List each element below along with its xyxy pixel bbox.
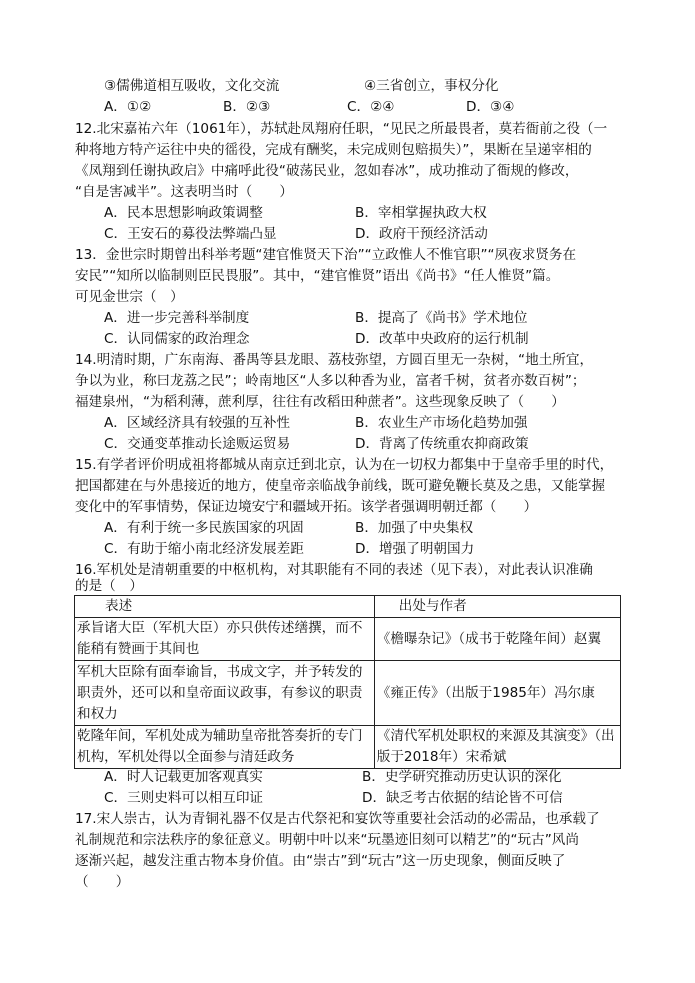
q15-option-d: D．增强了明朝国力 bbox=[355, 541, 475, 557]
q17-stem-line: 礼制规范和宗法秩序的象征意义。明朝中叶以来“玩墨迹旧刻可以精艺”的“玩古”风尚 bbox=[75, 832, 579, 848]
q16-option-b: B．史学研究推动历史认识的深化 bbox=[362, 769, 562, 785]
q15-stem-line: 变化中的军事情势，保证边境安宁和疆域开拓。该学者强调明朝迁都（ ） bbox=[75, 499, 538, 515]
q12-stem-line: 12.北宋嘉祐六年（1061年），苏轼赴凤翔府任职，“见民之所最畏者，莫若衙前之役（一 bbox=[75, 121, 608, 137]
table-header-cell: 出处与作者 bbox=[374, 596, 620, 618]
q12-stem-line: 种将地方特产运往中央的徭役，完成有酬奖，未完成则包赔损失）”，果断在呈递宰相的 bbox=[75, 142, 592, 158]
q16-option-c: C．三则史料可以相互印证 bbox=[104, 790, 264, 806]
table-row bbox=[75, 726, 621, 769]
q12-option-b: B．宰相掌握执政大权 bbox=[355, 205, 487, 221]
q16-option-d: D．缺乏考古依据的结论皆不可信 bbox=[362, 790, 563, 806]
q16-option-a: A．时人记载更加客观真实 bbox=[104, 769, 263, 785]
q15-option-b: B．加强了中央集权 bbox=[355, 520, 474, 536]
q16-stem-line: 的是（ ） bbox=[75, 578, 143, 594]
q13-option-b: B．提高了《尚书》学术地位 bbox=[355, 310, 528, 326]
q16-stem-line: 16.军机处是清朝重要的中枢机构，对其职能有不同的表述（见下表），对此表认识准确 bbox=[75, 562, 593, 578]
q13-stem-line: 安民”“知所以临制则臣民畏服”。其中，“建官惟贤”语出《尚书》“任人惟贤”篇。 bbox=[75, 268, 560, 284]
q12-stem-line: “自是害减半”。这表明当时（ ） bbox=[75, 184, 293, 200]
q12-option-c: C．王安石的募役法弊端凸显 bbox=[104, 226, 277, 242]
table-cell-text: 军机大臣除有面奉谕旨，书成文字，并予转发的职责外，还可以和皇帝面议政事，有参议的职责和权力 bbox=[75, 661, 375, 726]
table-cell-source: 《清代军机处职权的来源及其演变》（出版于2018年）宋希斌 bbox=[374, 726, 620, 769]
source-table bbox=[74, 595, 621, 769]
q15-option-a: A．有利于统一多民族国家的巩固 bbox=[104, 520, 304, 536]
prev-option-d: D．③④ bbox=[466, 99, 515, 115]
q14-option-d: D．背离了传统重农抑商政策 bbox=[355, 436, 529, 452]
q13-option-a: A．进一步完善科举制度 bbox=[104, 310, 250, 326]
q13-option-d: D．改革中央政府的运行机制 bbox=[355, 331, 529, 347]
q15-option-c: C．有助于缩小南北经济发展差距 bbox=[104, 541, 304, 557]
q13-stem-line: 可见金世宗（ ） bbox=[75, 289, 184, 305]
q12-option-d: D．政府干预经济活动 bbox=[355, 226, 488, 242]
table-row bbox=[75, 661, 621, 726]
table-header-row bbox=[75, 596, 621, 618]
prev-item-4: ④三省创立，事权分化 bbox=[364, 78, 499, 94]
q13-option-c: C．认同儒家的政治理念 bbox=[104, 331, 250, 347]
q12-option-a: A．民本思想影响政策调整 bbox=[104, 205, 263, 221]
q14-stem-line: 争以为业，称曰龙荔之民”；岭南地区“人多以种香为业，富者千树，贫者亦数百树”； bbox=[75, 373, 586, 389]
prev-option-c: C．②④ bbox=[347, 99, 395, 115]
q13-stem-line: 13．金世宗时期曾出科举考题“建官惟贤天下治”“立政惟人不惟官职”“夙夜求贤务在 bbox=[75, 247, 577, 263]
prev-option-b: B．②③ bbox=[223, 99, 271, 115]
q14-stem-line: 14.明清时期，广东南海、番禺等县龙眼、荔枝弥望，方圆百里无一杂树，“地土所宜， bbox=[75, 352, 594, 368]
table-row bbox=[75, 618, 621, 661]
q17-stem-line: 17.宋人崇古，认为青铜礼器不仅是古代祭祀和宴饮等重要社会活动的必需品，也承载了 bbox=[75, 811, 600, 827]
prev-item-3: ③儒佛道相互吸收，文化交流 bbox=[104, 78, 280, 94]
q14-option-b: B．农业生产市场化趋势加强 bbox=[355, 415, 528, 431]
q17-stem-line: （ ） bbox=[75, 874, 130, 890]
table-cell-source: 《雍正传》（出版于1985年）冯尔康 bbox=[374, 661, 620, 726]
q17-stem-line: 逐渐兴起，越发注重古物本身价值。由“崇古”到“玩古”这一历史现象，侧面反映了 bbox=[75, 853, 566, 869]
prev-option-a: A．①② bbox=[104, 99, 152, 115]
q12-stem-line: 《凤翔到任谢执政启》中痛呼此役“破荡民业，忽如春冰”，成功推动了衙规的修改， bbox=[75, 163, 579, 179]
q15-stem-line: 把国都建在与外患接近的地方，使皇帝亲临战争前线，既可避免鞭长莫及之患，又能掌握 bbox=[75, 478, 606, 494]
table-header-cell: 表述 bbox=[75, 596, 375, 618]
table-cell-text: 乾隆年间，军机处成为辅助皇帝批答奏折的专门机构，军机处得以全面参与清廷政务 bbox=[75, 726, 375, 769]
q15-stem-line: 15.有学者评价明成祖将都城从南京迁到北京，认为在一切权力都集中于皇帝手里的时代， bbox=[75, 457, 614, 473]
table-cell-text: 承旨诸大臣（军机大臣）亦只供传述缮撰，而不能稍有赞画于其间也 bbox=[75, 618, 375, 661]
q14-option-a: A．区域经济具有较强的互补性 bbox=[104, 415, 291, 431]
q14-stem-line: 福建泉州，“为稻利薄，蔗利厚，往往有改稻田种蔗者”。这些现象反映了（ ） bbox=[75, 394, 565, 410]
q14-option-c: C．交通变革推动长途贩运贸易 bbox=[104, 436, 291, 452]
table-cell-source: 《檐曝杂记》（成书于乾隆年间）赵翼 bbox=[374, 618, 620, 661]
